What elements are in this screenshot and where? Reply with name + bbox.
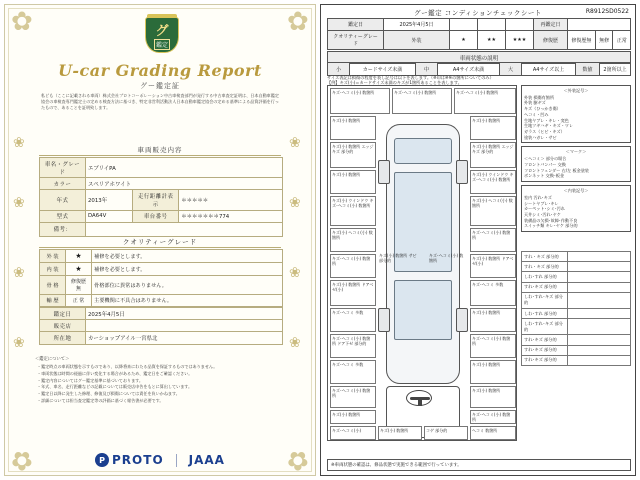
crest-sub-char: 鑑定 xyxy=(154,39,170,50)
damage-cell: キズ(小) 数箇所 エッジキズ 部分的 xyxy=(470,142,516,168)
table-row xyxy=(40,222,283,236)
table-row xyxy=(522,308,631,318)
damage-cell: キズ(小) 数箇所 xyxy=(470,116,516,140)
explanation-header: 車両状態の説明 xyxy=(327,51,631,64)
row-label: カラー xyxy=(40,178,86,190)
cell-label: 中 xyxy=(416,63,438,76)
damage-cell: キズ･ヘコミ(小) 数箇所 xyxy=(470,334,516,358)
table-row xyxy=(40,332,283,344)
cell-label: 小 xyxy=(328,63,350,76)
grade-key: 内 装 xyxy=(40,263,66,276)
cell-label: 外装 xyxy=(384,31,450,50)
damage-cell: キズ(小) 数箇所 xyxy=(470,386,516,408)
table-row xyxy=(522,355,631,365)
mark-legend xyxy=(521,146,631,182)
row-value: カーショップアイル一宮県北 xyxy=(86,332,283,344)
cell-value: すれ・キズ 部分的 xyxy=(522,262,568,272)
left-vine-ornament: ❀ ❀ ❀ ❀ xyxy=(13,135,25,351)
table-row xyxy=(40,320,283,332)
legend-heading: ＜内装記号＞ xyxy=(563,188,589,194)
table-row xyxy=(40,190,283,210)
cell-value: すれ･キズ 部分的 xyxy=(522,345,568,355)
damage-cell: キズ(小) 数箇所 xyxy=(378,426,422,440)
table-row xyxy=(328,19,631,31)
row-value xyxy=(86,222,283,236)
table-row xyxy=(40,158,283,178)
jaaa-logo-text: JAAA xyxy=(188,453,225,467)
cell-value xyxy=(568,262,631,272)
rear-cargo-panel xyxy=(394,280,452,340)
cell-value: すれ･キズ 部分的 xyxy=(522,355,568,365)
damage-cell: キズ(小) ウインドウ キズ･ヘコミ(小) 数箇所 xyxy=(470,170,516,194)
proto-logo xyxy=(95,453,164,467)
row-label: 年式 xyxy=(40,190,86,210)
damage-cell: キズ(小) 数箇所 ドアベゼ(小) xyxy=(330,280,376,306)
grade-text: 骨格部位に異常はありません。 xyxy=(92,276,283,295)
grading-report-panel xyxy=(4,4,316,476)
damage-cell: キズ(小) 数箇所 サビ 部分的 xyxy=(379,253,417,264)
damage-cell: キズ(小) 数箇所 xyxy=(470,308,516,332)
legend-item: スイッチ類 キレ･ヤケ 部分的 xyxy=(524,223,578,229)
legend-item: 外装 損傷有箇所 xyxy=(524,94,554,100)
appraisal-notes xyxy=(35,357,285,404)
row-value: エブリイPA xyxy=(86,158,283,178)
table-row xyxy=(40,250,283,263)
table-row xyxy=(40,210,283,222)
cell-label: 再鑑定日 xyxy=(534,19,568,31)
damage-cell: キズ･ヘコミ(小) 数箇所 xyxy=(470,410,516,424)
list-item: ・詳細については担当査定鑑定等の評価に基づく報告書が必要です。 xyxy=(37,397,164,403)
list-item: ・車両状態は時間の経過に伴い変化する場合があるため、鑑定日をご確認ください。 xyxy=(37,371,193,377)
legend-item: フロントバンパー 交換 xyxy=(524,161,566,167)
row-value xyxy=(86,320,283,332)
cell-value: A4サイズ未満 xyxy=(438,63,500,76)
row-label: 型式 xyxy=(40,210,86,222)
damage-cell: コゲ 部分的 xyxy=(424,426,468,440)
table-row xyxy=(40,295,283,307)
grade-section-title: クオリティーグレード xyxy=(39,237,281,248)
report-subtitle: グー鑑定証 xyxy=(140,82,180,90)
wheel-front-right xyxy=(456,160,468,184)
legend-item: ボンネット 交換･板金 xyxy=(524,173,565,179)
cell-value xyxy=(568,272,631,282)
logo-divider xyxy=(176,454,177,467)
legend-item: 外装 膨ギズ xyxy=(524,100,546,106)
cell-value: カードサイズ未満 xyxy=(350,63,416,76)
damage-cell: キズ(小) 数箇所 ドアベゼ(小) xyxy=(470,254,516,278)
damage-cell: キズ(小) ウインドウ キズ･ヘコミ(小) 数箇所 xyxy=(330,196,376,226)
cell-label: 大 xyxy=(500,63,522,76)
cell-value: 正常 xyxy=(613,31,631,50)
cell-value xyxy=(568,292,631,308)
cell-label: 数値 xyxy=(576,63,600,76)
damage-cell: キズ(小) ヘコミ(小) 数箇所 xyxy=(470,196,516,226)
cell-value: ★★★ xyxy=(506,31,534,50)
row-value-2: ＊＊＊＊＊ xyxy=(179,190,283,210)
quality-grade-table xyxy=(39,249,283,307)
cell-value xyxy=(568,282,631,292)
size-legend-table xyxy=(327,62,631,76)
cell-value xyxy=(568,345,631,355)
row-label: 備考： xyxy=(40,222,86,236)
row-value: DA64V xyxy=(86,210,133,222)
damage-cell: キズ(小) ヘコミ(小) 数箇所 xyxy=(330,228,376,252)
grade-score: 修復歴 無 xyxy=(66,276,92,295)
damage-cell: キズ(小) 数箇所 xyxy=(470,360,516,384)
cell-value: しわ･すれ･キズ 部分的 xyxy=(522,319,568,335)
grade-key: 外 装 xyxy=(40,250,66,263)
legend-item: 生地ツギハギ・キズ・ワレ xyxy=(524,123,574,129)
table-row xyxy=(40,178,283,190)
damage-cell: キズ･ヘコミ(小) 数箇所 xyxy=(330,88,390,114)
table-row xyxy=(328,63,631,76)
table-row xyxy=(40,276,283,295)
condition-check-sheet-panel xyxy=(320,4,636,476)
damage-cell: キズ･ヘコミ(小) 数箇所 xyxy=(330,254,376,278)
legend-item: 塗装ハガレ・サビ xyxy=(524,134,557,140)
crest-main-char: グ xyxy=(155,23,169,39)
table-row xyxy=(328,31,631,50)
list-item: ・鑑定時点の車両状態を示すものであり、以降将来にわたる品質を保証するものではありません。 xyxy=(37,364,218,370)
interior-legend xyxy=(521,185,631,232)
damage-cell: キズ･ヘコミ 多数 xyxy=(470,280,516,306)
cell-value xyxy=(478,19,506,31)
logo-row xyxy=(5,453,315,467)
sheet-code: R8912SD0522 xyxy=(585,8,629,15)
grade-score: ★ xyxy=(66,250,92,263)
sheet-header-table xyxy=(327,18,631,50)
corner-flourish-icon: ✿ xyxy=(287,445,309,475)
exterior-legend xyxy=(521,85,631,143)
windshield-glass xyxy=(394,138,452,164)
damage-cell: キズ(小) 数箇所 xyxy=(330,116,376,140)
damage-cell: キズ･ヘコミ(小) 数箇所 xyxy=(330,386,376,408)
damage-cell: ヘコミ 数箇所 xyxy=(470,426,516,440)
cell-value xyxy=(568,252,631,262)
cell-value xyxy=(568,319,631,335)
cell-value: A4サイズ以上 xyxy=(522,63,576,76)
list-item: ・鑑定日以降に発生した修理、修復及び損傷については責任を負いかねます。 xyxy=(37,391,180,396)
table-row xyxy=(522,292,631,308)
damage-cell: キズ･ヘコミ(小) 数箇所 xyxy=(392,88,452,114)
corner-flourish-icon: ✿ xyxy=(11,445,33,475)
legend-item: シートヤブレ･キレ xyxy=(524,200,559,206)
sheet-title: グー鑑定 コンディションチェックシート xyxy=(414,9,542,17)
wheel-rear-left xyxy=(378,308,390,332)
damage-cell: キズ･ヘコミ 多数 xyxy=(330,360,376,384)
dealer-info-table xyxy=(39,307,283,345)
damage-cell: キズ(小) 数箇所 エッジキズ 部分的 xyxy=(330,142,376,168)
row-value: スペリアホワイト xyxy=(86,178,283,190)
wheel-rear-right xyxy=(456,308,468,332)
corner-flourish-icon: ✿ xyxy=(287,7,309,37)
table-row xyxy=(522,319,631,335)
cell-value xyxy=(450,19,478,31)
row-label: 販売店 xyxy=(40,320,86,332)
list-item: ・年式、車名、走行距離などの記載については販売店申告をもとに算出しています。 xyxy=(37,384,193,390)
row-value: 2025年4月5日 xyxy=(86,308,283,320)
grade-text: 補修を必要とします。 xyxy=(92,250,283,263)
right-vine-ornament: ❀ ❀ ❀ ❀ xyxy=(289,135,301,351)
damage-cell: キズ･ヘコミ(小) 数箇所 xyxy=(470,228,516,252)
row-value: 2013年 xyxy=(86,190,133,210)
cell-value: 2箇所以上 xyxy=(600,63,631,76)
cell-label: 修復歴 xyxy=(534,31,568,50)
vehicle-info-table xyxy=(39,157,283,237)
corner-flourish-icon: ✿ xyxy=(11,7,33,37)
list-item: ・鑑定内容についてはグー鑑定基準に基づいております。 xyxy=(37,377,144,383)
cell-value xyxy=(506,19,534,31)
row-label: 車名・グレード xyxy=(40,158,86,178)
interior-condition-list xyxy=(521,251,631,366)
grade-text: 主要機関に不具合はありません。 xyxy=(92,295,283,307)
notes-list xyxy=(35,364,285,403)
vehicle-damage-diagram xyxy=(327,85,517,441)
row-value-2: ＊＊＊＊＊＊＊774 xyxy=(179,210,283,222)
cell-value: 修復歴無 xyxy=(568,31,596,50)
table-row xyxy=(522,345,631,355)
cell-label: 鑑定日 xyxy=(328,19,384,31)
legend-item: 天井シミ･汚れ･ヤケ xyxy=(524,211,561,217)
table-row xyxy=(40,263,283,276)
row-label-2: 走行距離計表示 xyxy=(133,190,179,210)
table-row xyxy=(522,335,631,345)
cell-value: すれ・キズ 部分的 xyxy=(522,252,568,262)
table-row xyxy=(522,262,631,272)
grade-key: 骨 格 xyxy=(40,276,66,295)
proto-mark-icon: P xyxy=(95,453,109,467)
table-row xyxy=(522,252,631,262)
legend-item: ＜ヘコミ＞ 部分の場合 xyxy=(524,156,567,162)
cell-value: しわ･すれ･キズ 部分的 xyxy=(522,292,568,308)
legend-heading: ＜マーク＞ xyxy=(565,149,587,155)
damage-cell: キズ･ヘコミ(小) xyxy=(330,426,376,440)
row-label: 所在地 xyxy=(40,332,86,344)
row-label: 鑑定日 xyxy=(40,308,86,320)
size-note-2: 【例】キズ(小)＝カードサイズ未満のキズが1箇所あることを表します。 xyxy=(327,80,462,85)
cell-value: ★ xyxy=(450,31,478,50)
cell-value: すれ･キズ 部分的 xyxy=(522,335,568,345)
legal-statement: 私ども（ここに記載される車両）株式会社プロトコーポレーション中古車検査部門が発行する中古車査定証明は、日本自動車鑑定協会の車検査専門鑑定士の定める検査方法に基づき、特定非営利活動法人日本自動車鑑定協会の定める基準による品質評価を行ったもので、あることを証明致します。 xyxy=(41,93,279,111)
legend-item: キズ（ひっかき傷） xyxy=(524,106,561,112)
wheel-front-left xyxy=(378,160,390,184)
damage-cell: キズ･ヘコミ 多数 xyxy=(330,308,376,332)
cell-value: しわ･すれ 部分的 xyxy=(522,272,568,282)
goo-appraisal-crest-icon xyxy=(145,17,179,59)
damage-cell: キズ(小) 数箇所 xyxy=(330,170,376,194)
damage-cell: キズ･ヘコミ(小) 数箇所 ドア下ゼ 部分的 xyxy=(330,334,376,358)
damage-cell: キズ･ヘコミ(小) 数箇所 xyxy=(429,253,464,264)
cell-value: すれ･キズ 部分的 xyxy=(522,282,568,292)
table-row xyxy=(522,272,631,282)
legend-column xyxy=(521,85,631,235)
cell-value xyxy=(568,308,631,318)
legend-item: 装備品の欠損･故障･作動不良 xyxy=(524,217,578,223)
legend-item: ヘコミ・凹み xyxy=(524,111,549,117)
cell-value: 無修 xyxy=(595,31,613,50)
damage-cell: キズ･ヘコミ(小) 数箇所 xyxy=(454,88,516,114)
size-note-1: サイズ表記は損傷の程度を表し記号は以下を表します。（※印は※※の箇所についてのみ） xyxy=(327,75,494,80)
cell-label: クオリティーグレード xyxy=(328,31,384,50)
legend-item: ガラス（ヒビ・キズ） xyxy=(524,129,565,135)
grade-key: 輸 歴 xyxy=(40,295,66,307)
damage-cell: キズ(小) 数箇所 xyxy=(330,410,376,424)
vehicle-section-title: 車両販売内容 xyxy=(39,145,281,156)
grade-text: 補修を必要とします。 xyxy=(92,263,283,276)
legend-item: フロントフェンダー 右/左 板金塗装 xyxy=(524,167,589,173)
report-title: U-car Grading Report xyxy=(58,61,262,80)
cell-value xyxy=(568,335,631,345)
legend-item: 生地ヤブレ・キレ・変色 xyxy=(524,117,569,123)
notes-heading: ＜鑑定について＞ xyxy=(35,357,70,362)
grade-score: ★ xyxy=(66,263,92,276)
sheet-bottom-note: ※車両状態の確認は、修品状態で実施できる範囲で行っています。 xyxy=(327,459,631,471)
legend-item: 室内 汚れ･キズ xyxy=(524,194,552,200)
proto-logo-text: PROTO xyxy=(112,453,164,467)
legend-heading: ＜外装記号＞ xyxy=(563,88,589,93)
table-row xyxy=(522,282,631,292)
cell-value: しわ･すれ 部分的 xyxy=(522,308,568,318)
cell-value xyxy=(568,19,631,31)
legend-item: カーペット･シミ･汚れ xyxy=(524,206,565,212)
cell-value: 2025年4月5日 xyxy=(384,19,450,31)
row-label-2: 車台番号 xyxy=(133,210,179,222)
cell-value: ★★ xyxy=(478,31,506,50)
grade-score: 正 常 xyxy=(66,295,92,307)
cell-value xyxy=(568,355,631,365)
table-row xyxy=(40,308,283,320)
